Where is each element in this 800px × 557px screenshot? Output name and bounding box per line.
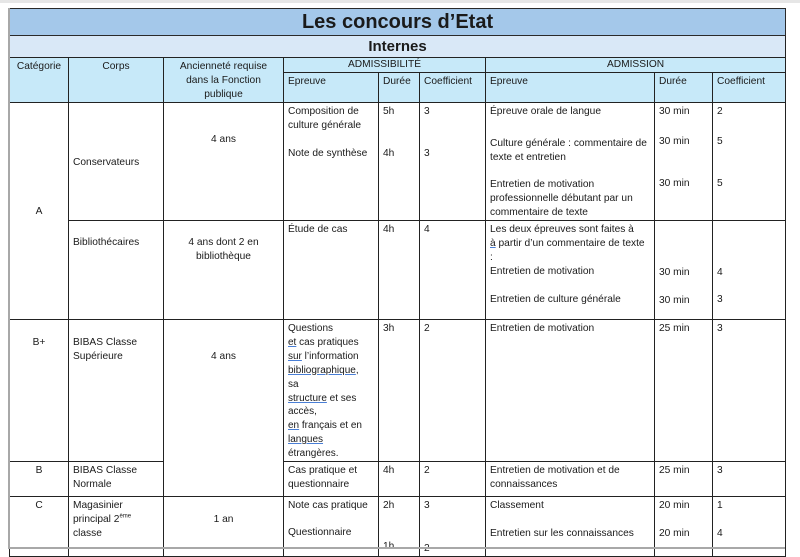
text-part: cas pratiques — [296, 336, 359, 348]
concours-table — [9, 8, 786, 557]
ad-epreuves-conservateurs — [486, 103, 655, 221]
ad-coefs-bibliothecaires — [713, 221, 786, 320]
text-part: structure — [288, 392, 327, 404]
categorie-bplus: B+ — [10, 320, 69, 462]
ad-coef: 1 — [717, 500, 723, 512]
ad-duree: 20 min — [659, 528, 690, 540]
ad-duree: 20 min — [659, 500, 690, 512]
corps-conservateurs: Conservateurs — [69, 103, 164, 221]
ad-epreuve: Culture générale : commentaire de texte et entretien — [490, 138, 647, 163]
ad-epreuve-b: Entretien de motivation et de connaissances — [486, 462, 655, 497]
corps-bibliothecaires: Bibliothécaires — [69, 221, 164, 320]
ad-epreuve: Classement — [490, 500, 544, 512]
adm-coef: 3 — [424, 500, 430, 512]
corps-text: Magasinier principal 2 — [73, 500, 123, 526]
ad-durees-conservateurs — [655, 103, 713, 221]
text-part: français et en — [299, 420, 362, 432]
header-adm-duree: Durée — [379, 73, 420, 103]
table-shadow-bottom — [8, 547, 785, 549]
adm-durees-conservateurs — [379, 103, 420, 221]
ad-coef-b: 3 — [713, 462, 786, 497]
categorie-b: B — [10, 462, 69, 497]
adm-duree-bplus: 3h — [379, 320, 420, 462]
ad-intro-spellcheck: à — [490, 238, 496, 249]
anciennete-bibliothecaires: 4 ans dont 2 en bibliothèque — [164, 221, 284, 320]
text-part: l’information — [301, 350, 359, 362]
ad-duree: 30 min — [659, 106, 690, 117]
ad-duree: 30 min — [659, 178, 690, 189]
text-part: étrangères. — [288, 448, 339, 460]
ad-duree: 30 min — [659, 295, 690, 306]
ad-epreuve-bplus: Entretien de motivation — [486, 320, 655, 462]
ad-epreuve: Épreuve orale de langue — [490, 106, 602, 117]
ad-epreuve: Entretien sur les connaissances — [490, 528, 634, 540]
adm-coef-bibliothecaires: 4 — [420, 221, 486, 320]
adm-coef: 3 — [424, 106, 430, 117]
header-ad-epreuve: Epreuve — [486, 73, 655, 103]
text-part: , — [355, 364, 359, 376]
adm-epreuve-bplus — [284, 320, 379, 462]
ad-coef: 5 — [717, 136, 723, 147]
adm-coef-b: 2 — [420, 462, 486, 497]
adm-duree-bibliothecaires: 4h — [379, 221, 420, 320]
ad-epreuve: Entretien de motivation — [490, 266, 595, 277]
corps-bplus: BIBAS Classe Supérieure — [69, 320, 164, 462]
table-shadow-left — [8, 8, 10, 549]
ad-coef: 4 — [717, 267, 723, 278]
header-ad-duree: Durée — [655, 73, 713, 103]
header-corps: Corps — [69, 58, 164, 103]
header-categorie: Catégorie — [10, 58, 69, 103]
table-row-conservateurs — [10, 103, 786, 221]
corps-text: classe — [73, 528, 102, 540]
ad-durees-bibliothecaires — [655, 221, 713, 320]
page-title: Les concours d’Etat — [10, 9, 786, 36]
ad-coefs-conservateurs — [713, 103, 786, 221]
ad-coef: 2 — [717, 106, 723, 117]
adm-epreuves-conservateurs — [284, 103, 379, 221]
text-part: Questions — [288, 323, 334, 334]
header-admissibilite: ADMISSIBILITÉ — [284, 58, 486, 73]
text-part: et ses accès, — [288, 392, 357, 418]
adm-duree: 4h — [383, 148, 395, 159]
adm-duree: 5h — [383, 106, 395, 117]
text-part: en — [288, 420, 300, 432]
header-adm-epreuve: Epreuve — [284, 73, 379, 103]
adm-duree: 2h — [383, 500, 395, 512]
adm-epreuve-bibliothecaires: Étude de cas — [284, 221, 379, 320]
adm-coefs-conservateurs — [420, 103, 486, 221]
ad-duree-bplus: 25 min — [655, 320, 713, 462]
anciennete-c: 1 an — [164, 497, 284, 557]
header-ad-coefficient: Coefficient — [713, 73, 786, 103]
adm-epreuve: Note cas pratique — [288, 500, 368, 512]
corps-superscript: ème — [119, 513, 132, 520]
header-anciennete: Ancienneté requise dans la Fonction publique — [164, 58, 284, 103]
ad-coef: 4 — [717, 528, 723, 540]
table-row-b — [10, 462, 786, 497]
table-row-bibliothecaires — [10, 221, 786, 320]
ad-epreuve: Entretien de culture générale — [490, 294, 621, 305]
adm-coef-bplus: 2 — [420, 320, 486, 462]
ad-coef: 3 — [717, 294, 723, 305]
section-subtitle: Internes — [10, 36, 786, 58]
window-top-bar — [0, 0, 800, 3]
adm-duree-b: 4h — [379, 462, 420, 497]
adm-epreuve: Questionnaire — [288, 527, 352, 539]
ad-duree: 30 min — [659, 136, 690, 147]
header-adm-coefficient: Coefficient — [420, 73, 486, 103]
ad-intro: partir d’un commentaire de texte : — [490, 238, 645, 263]
ad-epreuve: Entretien de motivation professionnelle débutant par un commentaire de texte — [490, 179, 633, 218]
ad-coef: 5 — [717, 178, 723, 189]
text-part: langues — [288, 434, 324, 446]
adm-coef: 3 — [424, 148, 430, 159]
text-part: et — [288, 336, 297, 348]
adm-epreuve-b: Cas pratique et questionnaire — [284, 462, 379, 497]
text-part: bibliographique — [288, 364, 356, 376]
text-part: sa — [288, 378, 299, 390]
anciennete-conservateurs: 4 ans — [164, 103, 284, 221]
categorie-a: A — [10, 103, 69, 320]
ad-epreuves-bibliothecaires — [486, 221, 655, 320]
text-part: sur — [288, 350, 302, 362]
ad-duree: 30 min — [659, 267, 690, 278]
header-admission: ADMISSION — [486, 58, 786, 73]
ad-duree-b: 25 min — [655, 462, 713, 497]
ad-coef-bplus: 3 — [713, 320, 786, 462]
ad-intro: Les deux épreuves sont faites à — [490, 224, 634, 235]
adm-epreuve: Note de synthèse — [288, 148, 368, 159]
table-row-bplus — [10, 320, 786, 462]
adm-epreuve: Composition de culture générale — [288, 106, 362, 131]
corps-b: BIBAS Classe Normale — [69, 462, 164, 497]
anciennete-bplus-b: 4 ans — [164, 320, 284, 497]
categorie-c: C — [10, 497, 69, 557]
